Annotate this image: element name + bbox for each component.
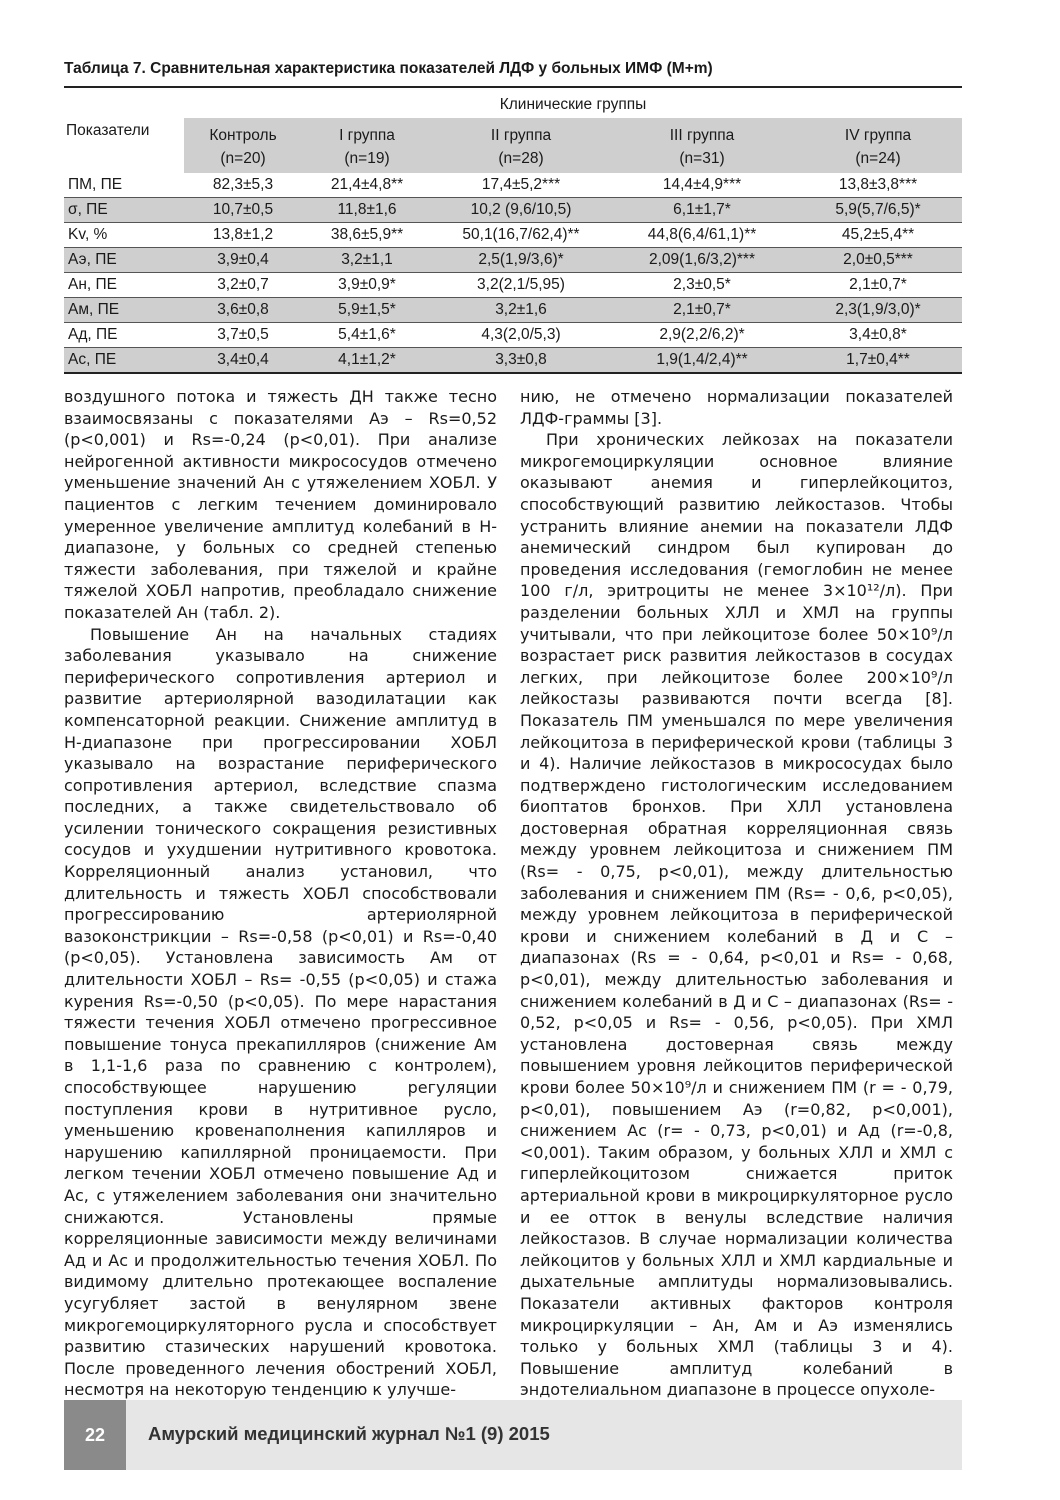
row-label: Ад, ПЕ — [64, 323, 184, 348]
row-label: Аэ, ПЕ — [64, 248, 184, 273]
table-cell: 2,0±0,5*** — [794, 248, 962, 273]
right-text-column — [520, 386, 953, 1401]
table-cell: 5,9(5,7/6,5)* — [794, 198, 962, 223]
table-cell: 2,1±0,7* — [794, 273, 962, 298]
table-cell: 2,09(1,6/3,2)*** — [610, 248, 794, 273]
table-row — [64, 223, 962, 248]
table-cell: 11,8±1,6 — [302, 198, 432, 223]
col-header-group-3: III группа (n=31) — [610, 118, 794, 173]
table-cell: 82,3±5,3 — [184, 173, 302, 198]
table-cell: 3,7±0,5 — [184, 323, 302, 348]
col-header-control: Контроль (n=20) — [184, 118, 302, 173]
group-header: Клинические группы — [499, 96, 647, 113]
table-cell: 45,2±5,4** — [794, 223, 962, 248]
table-cell: 3,9±0,9* — [302, 273, 432, 298]
table-cell: 2,5(1,9/3,6)* — [432, 248, 610, 273]
table-cell: 3,4±0,4 — [184, 348, 302, 374]
table-cell: 17,4±5,2*** — [432, 173, 610, 198]
body-paragraph: воздушного потока и тяжесть ДН также тесно взаимосвязаны с показателями Аэ – Rs=0,52 (p<0,001) и Rs=-0,24 (p<0,01). При анализе нейрогенной активности микрососудов отмечено уменьшение значений Ан с утяжелением ХОБЛ. У пациентов с легким течением доминировало умеренное увеличение амплитуд колебаний в Н-диапазоне, у больных со средней степенью тяжести заболевания, при тяжелой и крайне тяжелой ХОБЛ напротив, преобладало снижение показателей Ан (табл. 2). — [64, 387, 497, 622]
table-cell: 13,8±1,2 — [184, 223, 302, 248]
table-cell: 4,3(2,0/5,3) — [432, 323, 610, 348]
table-cell: 5,9±1,5* — [302, 298, 432, 323]
table-cell: 5,4±1,6* — [302, 323, 432, 348]
table-row — [64, 323, 962, 348]
table-row — [64, 348, 962, 374]
row-label: σ, ПЕ — [64, 198, 184, 223]
journal-title: Амурский медицинский журнал №1 (9) 2015 — [148, 1423, 550, 1444]
body-paragraph: Повышение Ан на начальных стадиях заболевания указывало на снижение периферического сопротивления артериол и развитие артериолярной вазодилатации как компенсаторной реакции. Снижение амплитуд в Н-диапазоне при прогрессировании ХОБЛ указывало на возрастание периферического сопротивления артериол, вследствие спазма последних, а также свидетельствовало об усилении тонического сокращения резистивных сосудов и ухудшении нутритивного кровотока. Корреляционный анализ установил, что длительность и тяжесть ХОБЛ способствовали прогрессированию артериолярной вазоконстрикции – Rs=-0,58 (p<0,01) и Rs=-0,40 (p<0,05). Установлена зависимость Ам от длительности ХОБЛ – Rs= -0,55 (p<0,05) и стажа курения Rs=-0,50 (p<0,05). По мере нарастания тяжести течения ХОБЛ отмечено прогрессивное повышение тонуса прекапилляров (снижение Ам в 1,1-1,6 раза по сравнению с контролем), способствующее нарушению регуляции поступления крови в нутритивное русло, уменьшению кровенаполнения капилляров и нарушению капиллярной проницаемости. При легком течении ХОБЛ отмечено повышение Ад и Ас, с утяжелением заболевания они значительно снижаются. Установлены прямые корреляционные зависимости между величинами Ад и Ас и продолжительностью течения ХОБЛ. По видимому длительно протекающее воспаление усугубляет застой в венулярном звене микрогемоциркуляторного русла и способствует развитию стазических нарушений кровотока. После проведенного лечения обострений ХОБЛ, несмотря на некоторую тенденцию к улучше- — [64, 624, 497, 1400]
row-label: Ан, ПЕ — [64, 273, 184, 298]
table-cell: 2,9(2,2/6,2)* — [610, 323, 794, 348]
table-cell: 3,6±0,8 — [184, 298, 302, 323]
col-header-group-2: II группа (n=28) — [432, 118, 610, 173]
table-cell: 50,1(16,7/62,4)** — [432, 223, 610, 248]
table-cell: 2,3±0,5* — [610, 273, 794, 298]
row-label: ПМ, ПЕ — [64, 173, 184, 198]
table-cell: 6,1±1,7* — [610, 198, 794, 223]
table-cell: 10,7±0,5 — [184, 198, 302, 223]
left-text-column — [64, 386, 497, 1401]
table-cell: 4,1±1,2* — [302, 348, 432, 374]
table-row — [64, 298, 962, 323]
row-label: Ас, ПЕ — [64, 348, 184, 374]
table-cell: 3,2(2,1/5,95) — [432, 273, 610, 298]
table-cell: 44,8(6,4/61,1)** — [610, 223, 794, 248]
table-row — [64, 273, 962, 298]
table-row — [64, 198, 962, 223]
col-header-group-1: I группа (n=19) — [302, 118, 432, 173]
table-cell: 38,6±5,9** — [302, 223, 432, 248]
table-cell: 2,1±0,7* — [610, 298, 794, 323]
table-cell: 10,2 (9,6/10,5) — [432, 198, 610, 223]
table-title: Таблица 7. Сравнительная характеристика показателей ЛДФ у больных ИМФ (М+m) — [64, 60, 713, 77]
table-cell: 14,4±4,9*** — [610, 173, 794, 198]
table-cell: 1,9(1,4/2,4)** — [610, 348, 794, 374]
table-cell: 3,2±1,6 — [432, 298, 610, 323]
table-row — [64, 248, 962, 273]
table-cell: 13,8±3,8*** — [794, 173, 962, 198]
body-paragraph: При хронических лейкозах на показатели микрогемоциркуляции основное влияние оказывают анемия и гиперлейкоцитоз, способствующий развитию лейкостазов. Чтобы устранить влияние анемии на показатели ЛДФ анемический синдром был купирован до проведения исследования (гемоглобин не менее 100 г/л, эритроциты не менее 3×10¹²/л). При разделении больных ХЛЛ и ХМЛ на группы учитывали, что при лейкоцитозе более 50×10⁹/л возрастает риск развития лейкостазов в сосудах легких, при лейкоцитозе более 200×10⁹/л лейкостазы развиваются почти всегда [8]. Показатель ПМ уменьшался по мере увеличения лейкоцитоза в периферической крови (таблицы 3 и 4). Наличие лейкостазов в микрососудах было подтверждено гистологическим исследованием биоптатов бронхов. При ХЛЛ установлена достоверная обратная корреляционная связь между уровнем лейкоцитоза и снижением ПМ (Rs= - 0,75, p<0,01), между длительностью заболевания и снижением ПМ (Rs= - 0,6, p<0,05), между уровнем лейкоцитоза в периферической крови и снижением колебаний в Д и С – диапазонах (Rs = - 0,64, p<0,01 и Rs= - 0,68, p<0,01), между длительностью заболевания и снижением колебаний в Д и С – диапазонах (Rs= - 0,52, p<0,05 и Rs= - 0,56, p<0,05). При ХМЛ установлена достоверная связь между повышением уровня лейкоцитов периферической крови более 50×10⁹/л и снижением ПМ (r = - 0,79, p<0,01), повышением Аэ (r=0,82, p<0,001), снижением Ас (r= - 0,73, p<0,01) и Ад (r=-0,8, <0,001). Таким образом, у больных ХЛЛ и ХМЛ с гиперлейкоцитозом снижается приток артериальной крови в микроциркуляторное русло и ее отток в венулы вследствие наличия лейкостазов. В случае нормализации количества лейкоцитов у больных ХЛЛ и ХМЛ кардиальные и дыхательные амплитуды нормализовывались. Показатели активных факторов контроля микроциркуляции – Ан, Ам и Аэ изменялись только у больных ХМЛ (таблицы 3 и 4). Повышение амплитуд колебаний в эндотелиальном диапазоне в процессе опухоле- — [520, 430, 953, 1400]
table-row — [64, 173, 962, 198]
table-cell: 2,3(1,9/3,0)* — [794, 298, 962, 323]
ldf-table — [64, 86, 962, 374]
col-header-group-4: IV группа (n=24) — [794, 118, 962, 173]
row-label: Ам, ПЕ — [64, 298, 184, 323]
table-cell: 3,2±1,1 — [302, 248, 432, 273]
body-paragraph: нию, не отмечено нормализации показателей ЛДФ-граммы [3]. — [520, 387, 953, 428]
table-cell: 1,7±0,4** — [794, 348, 962, 374]
table-cell: 3,2±0,7 — [184, 273, 302, 298]
row-header: Показатели — [66, 122, 150, 139]
table-cell: 21,4±4,8** — [302, 173, 432, 198]
table-cell: 3,3±0,8 — [432, 348, 610, 374]
table-cell: 3,9±0,4 — [184, 248, 302, 273]
table-cell: 3,4±0,8* — [794, 323, 962, 348]
page-number: 22 — [64, 1400, 126, 1470]
row-label: Kv, % — [64, 223, 184, 248]
